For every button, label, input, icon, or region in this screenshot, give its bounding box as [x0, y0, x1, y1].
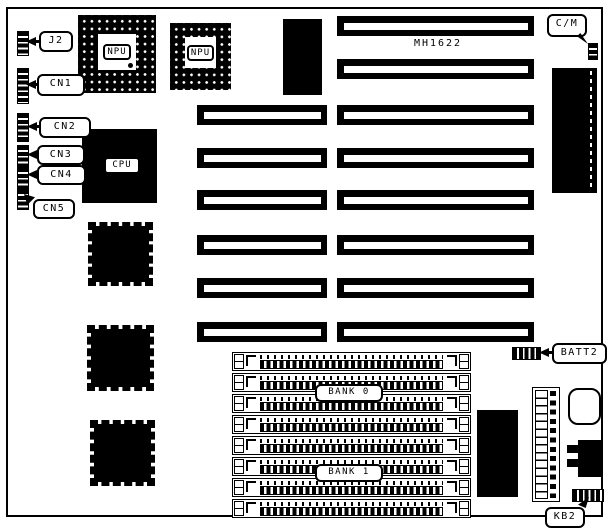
npu-socket-1-center: [98, 34, 136, 70]
cn3-arrow-line: [35, 153, 39, 156]
isa-slot-long-3: [337, 105, 534, 125]
cn1-connector: [17, 68, 29, 104]
qfp-chip-1: [88, 222, 153, 286]
cn3-label: CN3: [37, 145, 85, 165]
isa-slot-short-4: [197, 235, 327, 255]
isa-slot-long-5: [337, 190, 534, 210]
bank0-label: BANK 0: [315, 384, 383, 402]
cn2-connector: [17, 113, 29, 142]
batt2-connector: [512, 347, 541, 360]
npu2-chip-label: NPU: [187, 45, 214, 61]
power-connector-pins: [550, 391, 556, 498]
j2-arrow-line: [34, 40, 40, 43]
isa-slot-long-1: [337, 16, 534, 36]
cn4-connector: [17, 167, 29, 189]
keyboard-din-connector: [578, 440, 603, 477]
cn3-connector: [17, 145, 29, 167]
simm-socket-4: [232, 415, 471, 434]
power-connector: [532, 387, 560, 502]
simm-socket-1: [232, 352, 471, 371]
power-connector-contacts: [535, 390, 548, 499]
isa-slot-short-5: [197, 278, 327, 298]
isa-slot-long-7: [337, 278, 534, 298]
bank1-label: BANK 1: [315, 464, 383, 482]
batt2-label: BATT2: [552, 343, 607, 364]
isa-slot-long-6: [337, 235, 534, 255]
cpu-chip: [82, 129, 157, 203]
simm-socket-8: [232, 499, 471, 518]
board-model-label: MH1622: [413, 38, 463, 49]
cpu-label: CPU: [104, 157, 140, 174]
isa-slot-short-1: [197, 105, 327, 125]
isa-slot-short-2: [197, 148, 327, 168]
simm-socket-5: [232, 436, 471, 455]
cn1-arrow-line: [34, 83, 39, 86]
cn2-label: CN2: [39, 117, 91, 138]
isa-slot-long-4: [337, 148, 534, 168]
npu-socket-1: [78, 15, 156, 93]
isa-slot-long-8: [337, 322, 534, 342]
qfp-chip-3: [90, 420, 155, 486]
din-connector-tab-1: [567, 445, 579, 453]
npu1-pin1-dot-icon: [128, 63, 133, 68]
isa-slot-short-3: [197, 190, 327, 210]
qfp-chip-2: [87, 325, 154, 391]
kb2-label: KB2: [545, 507, 585, 528]
isa-slot-long-2: [337, 59, 534, 79]
din-connector-tab-2: [567, 459, 579, 467]
keyboard-controller-chip: [477, 410, 518, 497]
j2-label: J2: [39, 31, 73, 52]
cn5-label: CN5: [33, 199, 75, 219]
cm-connector: [588, 43, 598, 60]
npu1-chip-label: NPU: [103, 44, 130, 60]
edge-connector-dashed-line: [590, 71, 592, 190]
cn4-arrow-line: [35, 173, 39, 176]
cn2-arrow-line: [35, 125, 41, 128]
cn4-label: CN4: [37, 165, 86, 185]
edge-connector-bar: [552, 68, 597, 193]
npu-socket-2-center: [185, 37, 216, 68]
isa-slot-short-6: [197, 322, 327, 342]
dip-chip-top: [283, 19, 322, 95]
cm-label: C/M: [547, 14, 587, 37]
rounded-component-outline: [568, 388, 601, 425]
npu-socket-2: [170, 23, 231, 90]
cn1-label: CN1: [37, 74, 85, 96]
j2-connector: [17, 31, 29, 56]
